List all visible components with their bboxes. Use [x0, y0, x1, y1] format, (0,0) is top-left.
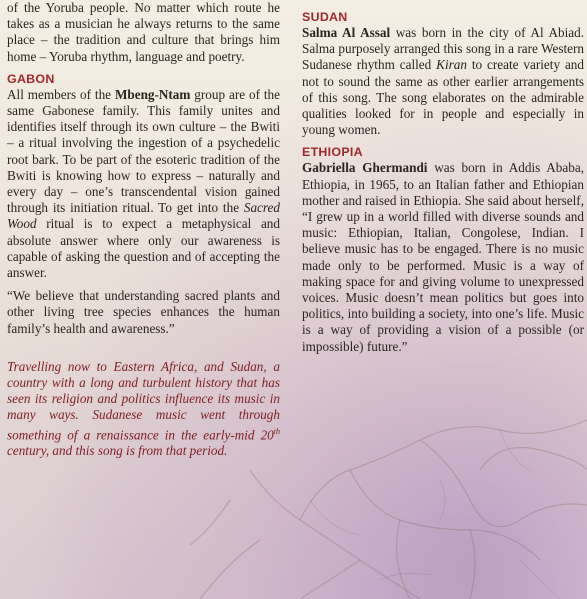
sudan-text-b: to create variety and not to sound the same as other earlier arrangements of this song. The song elaborates on the admirable qualities looked for in people and especially in young women.	[302, 57, 584, 138]
sudan-paragraph	[302, 25, 584, 138]
right-column	[302, 0, 584, 355]
italic-text-b: century, and this song is from that period.	[7, 443, 228, 459]
italic-superscript: th	[273, 426, 280, 436]
italic-text-a: Travelling now to Eastern Africa, and Sudan, a country with a long and turbulent history that has seen its religion and politics influence its music in many ways. Sudanese music went through something of a renaissance in the early-mid 20	[7, 358, 280, 443]
gabon-text-a: All members of the	[7, 86, 115, 102]
gabon-quote: “We believe that understanding sacred plants and other living tree species enhances the human family’s health and awareness.”	[7, 288, 280, 336]
sudan-text-a: was born in the city of Al Abiad. Salma purposely arranged this song in a rare Western Sudanese rhythm called	[302, 25, 584, 73]
sudan-intro-italic	[7, 359, 280, 460]
gabon-heading: GABON	[7, 71, 55, 86]
yoruba-paragraph: of the Yoruba people. No matter which route he takes as a musician he always returns to the same place – the tradition and culture that brings him home – Yoruba rhythm, language and poetry.	[7, 0, 280, 64]
gabon-text-b: group are of the same Gabonese family. This family unites and identifies itself through its own culture – the Bwiti – a ritual involving the ingestion of a psychedelic root bark. To be part of the esoteric tradition of the Bwiti is knowing how to express – naturally and every day – one’s transcendental vision gained through its initiation ritual. To get into the	[7, 86, 280, 216]
ethiopia-paragraph	[302, 160, 584, 354]
gabriella-name: Gabriella Ghermandi	[302, 160, 428, 176]
salma-name: Salma Al Assal	[302, 25, 391, 40]
sudan-heading: SUDAN	[302, 10, 348, 24]
ethiopia-text: was born in Addis Ababa, Ethiopia, in 1965, to an Italian father and Ethiopian mother and raised in Ethiopia. She said about herself, “I grew up in a world filled with diverse sounds and music: Ethiopian, Italian, Congolese, Indian. I believe music has to be engaged. There is no music made only to be performed. Music is a way of making space for and giving volume to unexpressed voices. Music doesn’t mean politics but goes into politics, into building a society, into one’s life. Music is a way of providing a vision of a possible (or impossible) future.”	[302, 160, 584, 354]
mbeng-ntam-name: Mbeng-Ntam	[114, 86, 191, 102]
sacred-wood-term: Sacred Wood	[7, 200, 280, 232]
ethiopia-heading: ETHIOPIA	[302, 145, 363, 160]
left-column	[7, 0, 280, 459]
gabon-text-c: ritual is to expect a metaphysical and absolute answer where only our awareness is capable of asking the question and of accepting the answer.	[7, 216, 280, 281]
gabon-paragraph	[7, 87, 280, 281]
kiran-term: Kiran	[436, 57, 467, 73]
